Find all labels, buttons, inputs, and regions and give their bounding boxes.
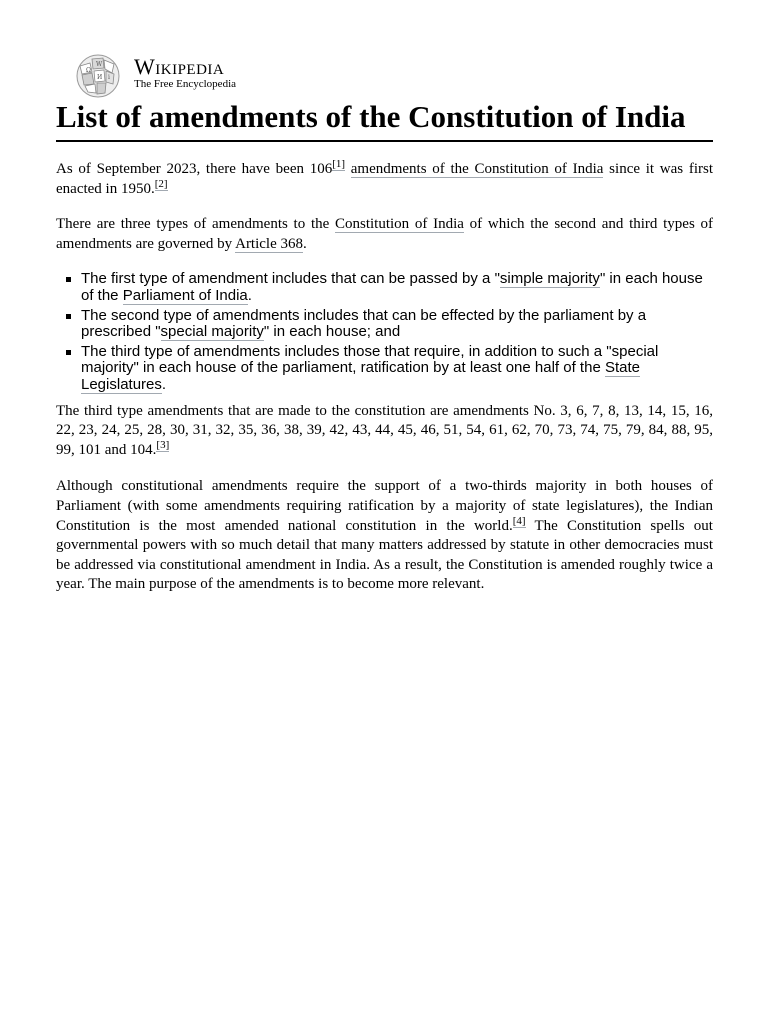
- article-368-link[interactable]: Article 368: [235, 235, 304, 252]
- reference: [332, 158, 345, 171]
- reference: [156, 439, 169, 452]
- svg-text:i: i: [108, 74, 110, 81]
- reference-1-link[interactable]: [1]: [332, 158, 346, 170]
- wikipedia-globe-icon: [74, 54, 124, 98]
- text: of which the second and third types of amendments are governed by: [56, 216, 714, 252]
- text: The first type of amendment includes that can be passed by a ": [81, 270, 500, 288]
- text: " in each house; and: [263, 323, 401, 341]
- reference: [513, 515, 526, 528]
- state-legislatures-link[interactable]: State Legislatures: [81, 359, 640, 393]
- simple-majority-link[interactable]: simple majority: [499, 270, 600, 288]
- svg-text:Ω: Ω: [86, 67, 91, 74]
- parliament-of-india-link[interactable]: Parliament of India: [122, 286, 248, 304]
- text: The second type of amendments includes that can be effected by the parliament by a prescribed ": [81, 306, 647, 341]
- svg-text:И: И: [97, 74, 103, 81]
- text: .: [303, 235, 307, 252]
- text: As of September 2023, there have been 106: [56, 161, 333, 177]
- wordmark-tagline: The Free Encyclopedia: [134, 78, 237, 90]
- text: The Constitution spells out governmental powers with so much detail that many matters addressed by statute in other democracies must be addressed via constitutional amendment in India. As a result, the Constitution is amended roughly twice a year. The main purpose of the amendments is to become more relevant.: [56, 517, 713, 593]
- types-paragraph: [56, 215, 713, 254]
- reference-2-link[interactable]: [2]: [154, 177, 168, 190]
- third-type-paragraph: [56, 402, 713, 461]
- wikipedia-brand[interactable]: [74, 52, 713, 98]
- reference: [155, 178, 168, 191]
- reference-4-link[interactable]: [4]: [512, 514, 526, 527]
- amendments-link[interactable]: amendments of the Constitution of India: [350, 161, 604, 177]
- reference-3-link[interactable]: [3]: [156, 438, 170, 451]
- constitution-of-india-link[interactable]: Constitution of India: [335, 216, 464, 233]
- wordmark: [134, 56, 236, 90]
- text: The third type of amendments includes those that require, in addition to such a "special majority" in each house of the parliament, ratification by at least one half of the: [81, 342, 659, 377]
- list-item: [81, 308, 713, 341]
- intro-paragraph: [56, 160, 713, 199]
- text: The third type amendments that are made to the constitution are amendments No. 3, 6, 7, 8, 13, 14, 15, 16, 22, 23, 24, 25, 28, 30, 31, 32, 35, 36, 38, 39, 42, 43, 44, 45, 46, 51, 54, 61, 62, 70, 73, 74, 75, 79, 84, 88, 95, 99, 101 and 104.: [56, 402, 713, 458]
- wordmark-title: Wikipedia: [134, 54, 225, 79]
- text: Although constitutional amendments require the support of a two-thirds majority in both houses of Parliament (with some amendments requiring ratification by a majority of state legislatures), the Indian Constitution is the most amended national constitution in the world.: [56, 478, 713, 534]
- text: .: [247, 286, 252, 304]
- article: [56, 52, 713, 595]
- text: since it was first enacted in 1950.: [56, 161, 713, 197]
- svg-text:W: W: [96, 61, 103, 68]
- text: .: [161, 375, 167, 393]
- list-item: [81, 344, 713, 394]
- amendment-types-list: [56, 271, 713, 393]
- text: " in each house of the: [81, 270, 703, 304]
- special-majority-link[interactable]: special majority: [160, 323, 264, 341]
- closing-paragraph: [56, 477, 713, 595]
- text: There are three types of amendments to the: [56, 216, 335, 233]
- page-title: List of amendments of the Constitution of India: [56, 98, 713, 142]
- list-item: [81, 271, 713, 304]
